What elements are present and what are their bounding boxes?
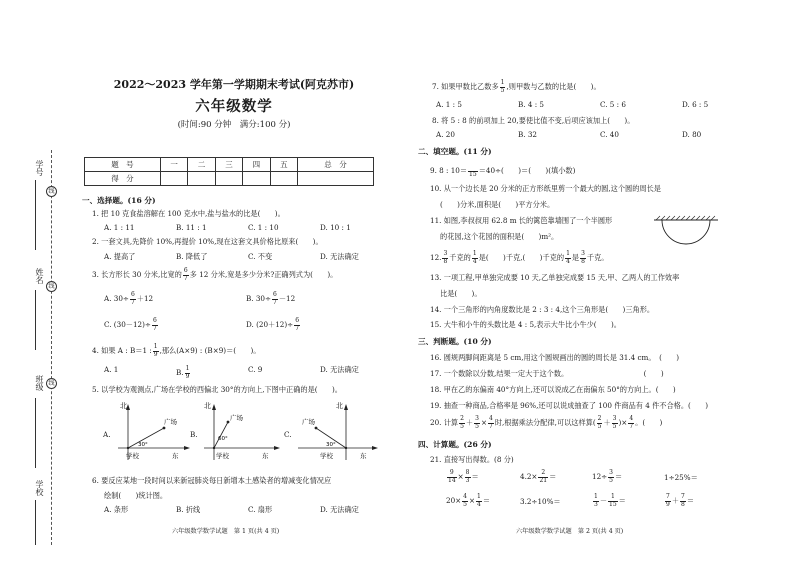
option[interactable]: C. 1 : 10 <box>248 223 279 232</box>
score-cell[interactable] <box>243 172 270 186</box>
question-10-cont: ( )分米,面积是( )平方分米。 <box>440 200 555 209</box>
option[interactable]: D. 80 <box>682 130 702 139</box>
question-5: 5. 以学校为观测点,广场在学校的西偏北 30°的方向上,下图中正确的是( )。 <box>92 385 342 394</box>
calc-item[interactable]: 20× $\frac{4}{5}$ × $\frac{1}{4}$ ＝ <box>446 493 491 508</box>
number-field[interactable] <box>35 180 36 250</box>
east-label: 东 <box>172 452 179 460</box>
question-8: 8. 将 5 : 8 的前项加上 20,要使比值不变,后项应该加上( )。 <box>432 116 635 125</box>
score-header-cell: 五 <box>270 158 297 172</box>
question-6-cont: 绘制( )统计图。 <box>104 491 168 500</box>
north-label: 北 <box>204 402 211 410</box>
question-3-options-row2 <box>104 318 301 332</box>
score-header-cell: 三 <box>215 158 242 172</box>
school-label: 学校 <box>320 452 333 460</box>
name-label: 姓名 <box>35 268 44 284</box>
score-cell[interactable] <box>215 172 242 186</box>
question-14: 14. 一个三角形的内角度数比是 2 : 3 : 4,这个三角形是( )三角形。 <box>430 305 655 314</box>
cut-line-marker: 线 <box>46 378 57 389</box>
question-7-options <box>436 101 708 110</box>
binding-margin <box>0 0 84 561</box>
score-header-cell: 题 号 <box>85 158 161 172</box>
question-7: 7. 如果甲数比乙数多 $\frac{1}{5}$ ,则甲数与乙数的比是( )。 <box>432 79 601 94</box>
angle-label: 30° <box>326 442 336 448</box>
square-label: 广场 <box>230 414 243 422</box>
option[interactable]: C. 40 <box>600 130 619 139</box>
question-19: 19. 抽查一种商品,合格率是 96%,还可以说成抽查了 100 件商品有 4 件不合格。( ) <box>430 401 709 410</box>
option[interactable]: A. 30÷ $\frac{6}{7}$ ＋12 <box>104 291 154 306</box>
question-18: 18. 甲在乙的东偏南 40°方向上,还可以说成乙在南偏东 50°的方向上。( ) <box>430 385 676 394</box>
score-cell[interactable] <box>188 172 215 186</box>
class-field[interactable] <box>35 398 36 468</box>
calc-item[interactable]: 12÷ $\frac{3}{5}$ ＝ <box>592 469 623 484</box>
option[interactable]: B. 4 : 5 <box>518 100 544 109</box>
question-2-options <box>104 253 359 262</box>
square-label: 广场 <box>164 418 177 426</box>
subject-title: 六年级数学 <box>195 98 273 115</box>
fraction-1-9: $\frac{1}{9}$ <box>153 343 158 358</box>
school-label: 学校 <box>126 452 139 460</box>
calc-item[interactable]: 1÷25%＝ <box>664 473 698 482</box>
option[interactable]: B. 降低了 <box>176 252 208 261</box>
school-field[interactable] <box>35 500 36 545</box>
diagram-b <box>200 398 280 464</box>
right-page <box>416 0 756 561</box>
angle-label: 60° <box>218 436 228 442</box>
score-row-label: 得 分 <box>85 172 161 186</box>
score-header-cell: 二 <box>188 158 215 172</box>
fraction-6-7: $\frac{6}{7}$ <box>183 267 188 282</box>
cut-line <box>51 150 52 545</box>
section-calc-heading: 四、计算题。(26 分) <box>418 440 492 449</box>
diagram-c <box>294 398 378 464</box>
question-6: 6. 要反应某地一段时间以来新冠肺炎每日新增本土感染者的增减变化情况应 <box>92 476 332 485</box>
question-8-options <box>436 131 701 140</box>
school-label: 学校 <box>216 452 229 460</box>
question-9: 9. 8 : 10＝ 15 ＝40÷( )＝( )(填小数) <box>430 166 576 178</box>
question-1-options <box>104 224 351 233</box>
question-6-options <box>104 506 359 515</box>
option[interactable]: D. (20＋12)÷ $\frac{6}{7}$ <box>246 317 300 332</box>
calc-item[interactable]: 4.2× $\frac{2}{21}$ ＝ <box>520 469 557 484</box>
question-2: 2. 一套文具,先降价 10%,再提价 10%,现在这套文具价格比原来( )。 <box>92 237 323 246</box>
section-fill-heading: 二、填空题。(11 分) <box>418 147 492 156</box>
class-label: 班级 <box>35 375 44 391</box>
option-c-label[interactable]: C. <box>284 430 292 439</box>
option[interactable]: B. 11 : 1 <box>176 223 207 232</box>
school-label: 学校 <box>35 480 44 496</box>
option[interactable]: C. 不变 <box>248 252 273 261</box>
cut-line-marker: 线 <box>46 281 57 292</box>
left-page <box>84 0 406 561</box>
section-judge-heading: 三、判断题。(10 分) <box>418 337 492 346</box>
option[interactable]: C. (30－12)÷ $\frac{6}{7}$ <box>104 317 157 332</box>
score-cell[interactable] <box>160 172 187 186</box>
score-header-cell: 一 <box>160 158 187 172</box>
option[interactable]: A. 20 <box>436 130 455 139</box>
cut-line-marker: 线 <box>46 186 57 197</box>
east-label: 东 <box>360 452 367 460</box>
option[interactable]: B. 32 <box>518 130 537 139</box>
option[interactable]: C. 扇形 <box>248 505 273 514</box>
question-3-text-b: 多 12 分米,宽是多少分米?正确列式为( )。 <box>189 270 338 279</box>
option[interactable]: A. 条形 <box>104 505 129 514</box>
time-info: (时间:90 分钟 满分:100 分) <box>177 120 291 130</box>
question-1: 1. 把 10 克食盐溶解在 100 克水中,盐与盐水的比是( )。 <box>92 209 285 218</box>
question-3-options-row1 <box>104 292 295 306</box>
score-table <box>84 157 374 186</box>
north-label: 北 <box>120 402 127 410</box>
option[interactable]: A. 提高了 <box>104 252 136 261</box>
section-choice-heading: 一、选择题。(16 分) <box>82 196 156 205</box>
question-20: 20. 计算 $\frac{2}{5}$ ＋ $\frac{3}{5}$ × $\frac{4}{7}$ 时,根据乘法分配律,可以这样算( $\frac{2}{5}$ ＋ $\frac{3}{5}$ )× $\frac{4}{7}$ 。( ) <box>430 415 663 430</box>
calc-item[interactable]: $\frac{9}{14}$ × $\frac{8}{3}$ ＝ <box>448 469 479 484</box>
calc-item[interactable]: $\frac{1}{3}$ － $\frac{1}{15}$ ＝ <box>594 493 626 508</box>
score-table-header-row <box>85 158 374 172</box>
fraction-blank-15[interactable]: 15 <box>468 164 478 178</box>
question-13-cont: 比是( )。 <box>440 289 482 298</box>
question-3 <box>92 268 337 282</box>
option[interactable]: D. 无法确定 <box>320 252 359 261</box>
question-15: 15. 大牛和小牛的头数比是 4 : 5,表示大牛比小牛少( )。 <box>430 320 621 329</box>
east-label: 东 <box>262 452 269 460</box>
calc-item[interactable]: $\frac{7}{9}$ ＋ $\frac{7}{8}$ ＝ <box>666 493 695 508</box>
option[interactable]: D. 无法确定 <box>320 365 359 374</box>
exam-title: 2022～2023 学年第一学期期末考试(阿克苏市) <box>113 78 355 91</box>
option[interactable]: C. 5 : 6 <box>600 100 626 109</box>
option[interactable]: D. 6 : 5 <box>682 100 709 109</box>
option-a-label[interactable]: A. <box>103 430 111 439</box>
option[interactable]: A. 1 : 5 <box>436 100 462 109</box>
page-footer: 六年级数学数学试题 第 2 页(共 4 页) <box>516 528 624 535</box>
diagram-a <box>114 398 192 464</box>
square-label: 广场 <box>302 418 315 426</box>
question-17: 17. 一个数除以分数,结果一定大于这个数。 ( ) <box>430 369 664 378</box>
question-11: 11. 如图,李叔叔用 62.8 m 长的篱笆靠墙围了一个半圆形 <box>430 216 613 225</box>
score-table-score-row <box>85 172 374 186</box>
question-12: 12. $\frac{3}{8}$ 千克的 $\frac{1}{4}$ 是( )千克,( )千克的 $\frac{1}{4}$ 是 $\frac{3}{8}$ 千克。 <box>430 250 609 265</box>
question-4-options <box>104 366 359 380</box>
option-b-label[interactable]: B. <box>190 430 198 439</box>
option[interactable]: C. 9 <box>248 365 263 374</box>
fraction-1-5: $\frac{1}{5}$ <box>500 79 505 94</box>
question-21: 21. 直接写出得数。(8 分) <box>430 455 514 464</box>
question-11-cont: 的花园,这个花园的面积是( )m²。 <box>440 232 559 241</box>
name-field[interactable] <box>35 290 36 350</box>
question-3-text-a: 3. 长方形长 30 分米,比宽的 <box>92 270 182 279</box>
question-10: 10. 从一个边长是 20 分米的正方形纸里剪一个最大的圆,这个圆的周长是 <box>430 184 661 193</box>
score-header-cell: 四 <box>243 158 270 172</box>
question-4: 4. 如果 A : B＝1 : $\frac{1}{9}$ ,那么(A×9) : (B×9)＝( )。 <box>92 343 261 358</box>
question-16: 16. 圆规两脚间距离是 5 cm,用这个圆规画出的圆的周长是 31.4 cm。 ( ) <box>430 353 680 362</box>
option[interactable]: B. 折线 <box>176 505 201 514</box>
score-header-cell: 总 分 <box>298 158 374 172</box>
page-footer: 六年级数学数学试题 第 1 页(共 4 页) <box>172 528 280 535</box>
question-13: 13. 一项工程,甲单独完成要 10 天,乙单独完成要 15 天,甲、乙两人的工作效率 <box>430 273 680 282</box>
option[interactable]: B. 30÷ $\frac{6}{7}$ －12 <box>246 291 296 306</box>
option[interactable]: D. 无法确定 <box>320 505 359 514</box>
option[interactable]: A. 1 : 11 <box>104 223 135 232</box>
option[interactable]: D. 10 : 1 <box>320 223 351 232</box>
angle-label: 30° <box>138 442 148 448</box>
option[interactable]: B. $\frac{1}{9}$ <box>176 365 190 380</box>
calc-item[interactable]: 3.2÷10%＝ <box>520 497 561 506</box>
score-cell[interactable] <box>298 172 374 186</box>
number-label: 学号 <box>35 160 44 176</box>
score-cell[interactable] <box>270 172 297 186</box>
option[interactable]: A. 1 <box>104 365 119 374</box>
north-label: 北 <box>336 402 343 410</box>
semicircle-garden-figure <box>652 214 720 252</box>
